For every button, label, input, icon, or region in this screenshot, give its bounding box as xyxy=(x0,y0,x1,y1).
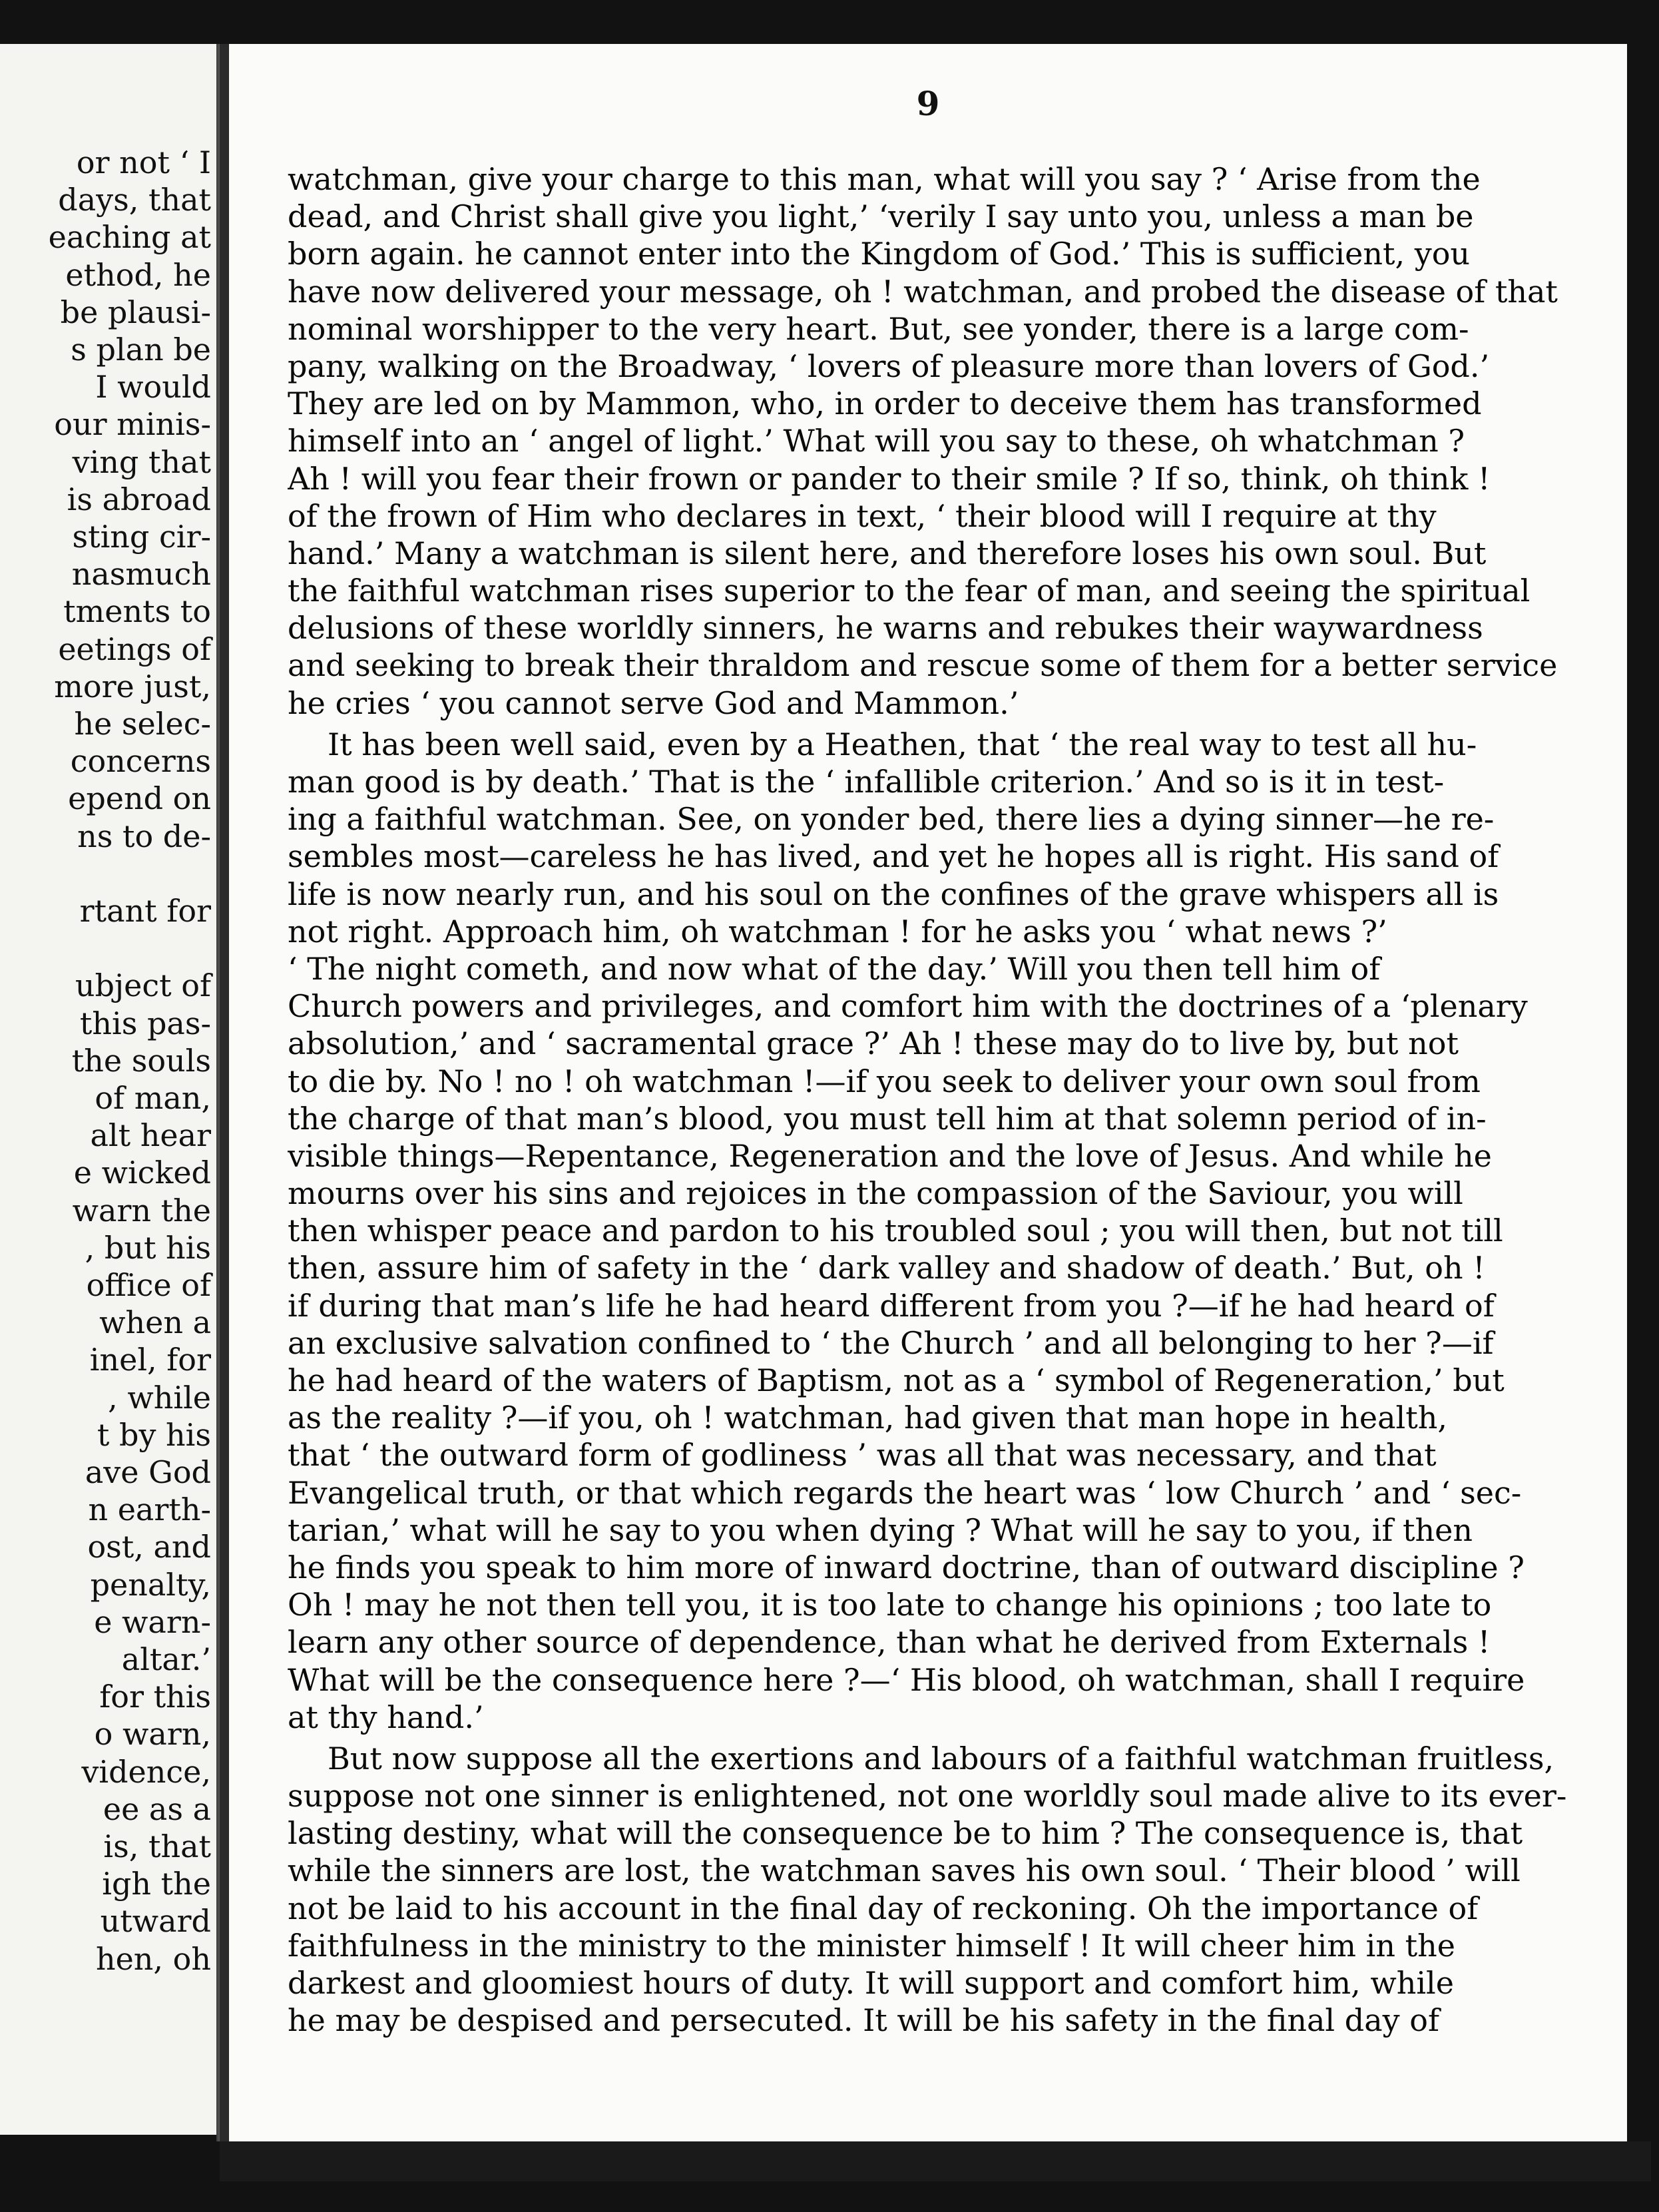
facing-page-fragment: of man, xyxy=(95,1080,211,1116)
text-line: tarian,’ what will he say to you when dying ? What will he say to you, if then xyxy=(288,1512,1473,1548)
facing-page-fragment: ost, and xyxy=(87,1529,211,1565)
facing-page-fragment: eetings of xyxy=(58,631,211,667)
facing-page-fragment: vidence, xyxy=(81,1753,211,1790)
text-line: he may be despised and persecuted. It will be his safety in the final day of xyxy=(288,2002,1439,2039)
facing-page-fragment: rtant for xyxy=(79,893,211,929)
facing-page-fragment: altar.’ xyxy=(121,1641,211,1677)
facing-page-fragment: ubject of xyxy=(75,968,211,1004)
text-line: not right. Approach him, oh watchman ! for he asks you ‘ what news ?’ xyxy=(288,913,1387,950)
text-line: visible things—Repentance, Regeneration and the love of Jesus. And while he xyxy=(288,1137,1492,1174)
page-body xyxy=(288,160,1569,2039)
text-line: then, assure him of safety in the ‘ dark valley and shadow of death.’ But, oh ! xyxy=(288,1250,1485,1286)
text-line: It has been well said, even by a Heathen, that ‘ the real way to test all hu- xyxy=(328,726,1477,762)
facing-page-fragment: office of xyxy=(86,1267,211,1303)
facing-page-fragment: s plan be xyxy=(71,332,211,368)
text-line: faithfulness in the ministry to the minister himself ! It will cheer him in the xyxy=(288,1927,1455,1964)
facing-page-fragment: utward xyxy=(100,1903,211,1940)
text-line: at thy hand.’ xyxy=(288,1699,484,1735)
text-line: nominal worshipper to the very heart. But, see yonder, there is a large com- xyxy=(288,310,1469,347)
text-line: himself into an ‘ angel of light.’ What will you say to these, oh whatchman ? xyxy=(288,423,1465,459)
facing-page-fragment: hen, oh xyxy=(95,1940,211,1977)
facing-page-fragment: is, that xyxy=(103,1828,211,1864)
facing-page-fragment: or not ‘ I xyxy=(76,144,211,180)
facing-page-fragment: e wicked xyxy=(73,1155,211,1191)
facing-page-fragment: e warn- xyxy=(94,1603,211,1640)
text-line: man good is by death.’ That is the ‘ infallible criterion.’ And so is it in test- xyxy=(288,764,1445,800)
text-line: and seeking to break their thraldom and rescue some of them for a better service xyxy=(288,647,1558,684)
text-line: ing a faithful watchman. See, on yonder bed, there lies a dying sinner—he re- xyxy=(288,801,1495,838)
facing-page-fragment: concerns xyxy=(70,743,211,780)
text-line: They are led on by Mammon, who, in order to deceive them has transformed xyxy=(288,386,1482,422)
text-line: ‘ The night cometh, and now what of the day.’ Will you then tell him of xyxy=(288,950,1381,987)
facing-page-fragment: sting cir- xyxy=(72,519,211,555)
facing-page-fragment: nasmuch xyxy=(71,556,211,593)
text-line: learn any other source of dependence, than what he derived from Externals ! xyxy=(288,1624,1491,1661)
text-line: sembles most—careless he has lived, and yet he hopes all is right. His sand of xyxy=(288,838,1499,875)
text-line: the faithful watchman rises superior to the fear of man, and seeing the spiritual xyxy=(288,573,1531,609)
text-line: life is now nearly run, and his soul on the confines of the grave whispers all is xyxy=(288,876,1499,912)
facing-page-fragment: be plausi- xyxy=(60,294,211,330)
text-line: Church powers and privileges, and comfort him with the doctrines of a ‘plenary xyxy=(288,988,1528,1025)
text-line: an exclusive salvation confined to ‘ the Church ’ and all belonging to her ?—if xyxy=(288,1324,1494,1361)
text-line: hand.’ Many a watchman is silent here, and therefore loses his own soul. But xyxy=(288,535,1487,571)
facing-page xyxy=(0,44,220,2135)
facing-page-fragment: is abroad xyxy=(67,481,211,517)
text-line: he finds you speak to him more of inward doctrine, than of outward discipline ? xyxy=(288,1549,1525,1585)
page-number: 9 xyxy=(916,84,940,123)
paragraph xyxy=(288,1740,1569,2040)
text-line: Ah ! will you fear their frown or pander to their smile ? If so, think, oh think ! xyxy=(288,460,1491,497)
text-line: But now suppose all the exertions and labours of a faithful watchman fruitless, xyxy=(328,1740,1554,1777)
text-line: to die by. No ! no ! oh watchman !—if you seek to deliver your own soul from xyxy=(288,1063,1481,1099)
text-line: while the sinners are lost, the watchman saves his own soul. ‘ Their blood ’ will xyxy=(288,1852,1521,1889)
text-line: that ‘ the outward form of godliness ’ was all that was necessary, and that xyxy=(288,1437,1437,1474)
facing-page-fragment: he selec- xyxy=(74,706,211,742)
paragraph xyxy=(288,160,1569,722)
text-line: he had heard of the waters of Baptism, not as a ‘ symbol of Regeneration,’ but xyxy=(288,1362,1505,1398)
text-line: he cries ‘ you cannot serve God and Mammon.’ xyxy=(288,685,1019,721)
facing-page-fragment: this pas- xyxy=(79,1005,211,1041)
facing-page-fragment: eaching at xyxy=(48,219,211,256)
text-line: have now delivered your message, oh ! watchman, and probed the disease of that xyxy=(288,273,1558,310)
text-line: mourns over his sins and rejoices in the compassion of the Saviour, you will xyxy=(288,1175,1463,1212)
text-line: of the frown of Him who declares in text, ‘ their blood will I require at thy xyxy=(288,497,1437,534)
text-line: delusions of these worldly sinners, he warns and rebukes their waywardness xyxy=(288,610,1483,647)
facing-page-fragment: t by his xyxy=(97,1416,211,1453)
text-line: not be laid to his account in the final day of reckoning. Oh the importance of xyxy=(288,1890,1479,1926)
facing-page-fragment: ethod, he xyxy=(65,256,211,293)
facing-page-fragment: ns to de- xyxy=(77,818,211,854)
text-line: lasting destiny, what will the consequence be to him ? The consequence is, that xyxy=(288,1815,1523,1852)
text-line: dead, and Christ shall give you light,’ ‘verily I say unto you, unless a man be xyxy=(288,198,1474,235)
text-line: as the reality ?—if you, oh ! watchman, had given that man hope in health, xyxy=(288,1400,1447,1436)
facing-page-fragment: ving that xyxy=(72,443,211,480)
text-line: watchman, give your charge to this man, what will you say ? ‘ Arise from the xyxy=(288,161,1481,197)
facing-page-fragment: epend on xyxy=(68,780,211,817)
facing-page-fragment: days, that xyxy=(58,182,211,218)
facing-page-fragment: tments to xyxy=(63,593,211,630)
facing-page-fragment: our minis- xyxy=(54,406,211,443)
text-line: suppose not one sinner is enlightened, not one worldly soul made alive to its ever- xyxy=(288,1778,1567,1814)
main-page xyxy=(220,44,1627,2141)
facing-page-fragment: warn the xyxy=(72,1192,211,1229)
facing-page-fragment: more just, xyxy=(54,668,211,704)
facing-page-fragment: alt hear xyxy=(90,1117,211,1154)
facing-page-fragment: n earth- xyxy=(88,1492,211,1528)
text-line: Evangelical truth, or that which regards the heart was ‘ low Church ’ and ‘ sec- xyxy=(288,1474,1522,1511)
text-line: pany, walking on the Broadway, ‘ lovers of pleasure more than lovers of God.’ xyxy=(288,348,1490,384)
facing-page-fragment: ee as a xyxy=(103,1791,211,1827)
text-line: the charge of that man’s blood, you must tell him at that solemn period of in- xyxy=(288,1100,1487,1137)
facing-page-fragment: when a xyxy=(99,1304,211,1341)
text-line: darkest and gloomiest hours of duty. It will support and comfort him, while xyxy=(288,1965,1454,2001)
facing-page-fragment: the souls xyxy=(71,1042,211,1079)
facing-page-fragment: o warn, xyxy=(94,1716,211,1753)
text-line: born again. he cannot enter into the Kingdom of God.’ This is sufficient, you xyxy=(288,236,1471,272)
facing-page-fragment: inel, for xyxy=(89,1342,211,1378)
paragraph xyxy=(288,726,1569,1736)
text-line: Oh ! may he not then tell you, it is too late to change his opinions ; too late to xyxy=(288,1587,1492,1623)
facing-page-fragment: I would xyxy=(95,369,211,406)
facing-page-fragment: for this xyxy=(99,1679,211,1715)
text-line: What will be the consequence here ?—‘ His blood, oh watchman, shall I require xyxy=(288,1661,1525,1698)
page-bottom-shadow xyxy=(220,2141,1651,2181)
text-line: then whisper peace and pardon to his troubled soul ; you will then, but not till xyxy=(288,1213,1503,1249)
text-line: absolution,’ and ‘ sacramental grace ?’ Ah ! these may do to live by, but not xyxy=(288,1025,1459,1062)
facing-page-fragment: penalty, xyxy=(90,1566,211,1603)
facing-page-fragment: , but his xyxy=(85,1229,211,1266)
facing-page-fragment: , while xyxy=(108,1379,211,1416)
text-line: if during that man’s life he had heard different from you ?—if he had heard of xyxy=(288,1287,1495,1324)
facing-page-fragment: igh the xyxy=(102,1866,211,1902)
facing-page-fragment: ave God xyxy=(85,1454,211,1490)
